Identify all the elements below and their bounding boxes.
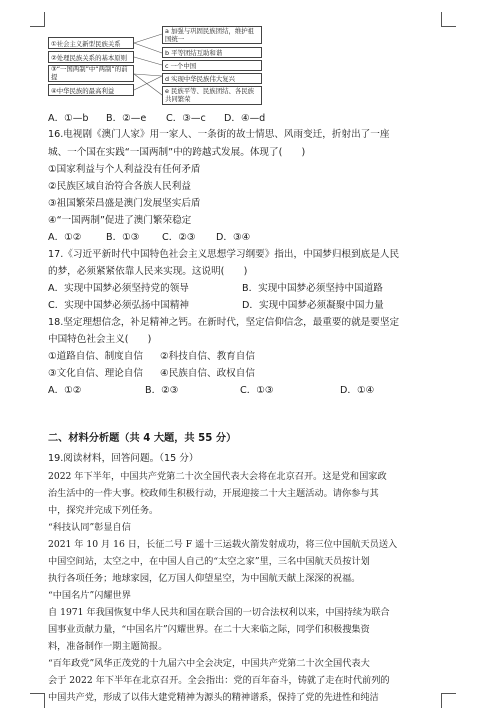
q19-subheading: “科技认同”彰显自信 <box>48 522 131 533</box>
q19-material-line: 料，准备制作一期主题简报。 <box>48 641 168 652</box>
q19-material-line: 治生活中的一件大事。校政师生积极行动，开展迎接二十大主题活动。请你参与其 <box>48 488 379 499</box>
q18-option-a: A．①② <box>48 385 82 396</box>
q19-title: 19.阅读材料，回答问题。（15 分） <box>48 453 199 464</box>
q16-option-a: A．①② <box>48 232 82 243</box>
q19-material-line: 会于 2022 年下半年在北京召开。全会指出：党的百年奋斗，铸就了走在时代前列的 <box>48 675 390 686</box>
q17-option-d: D．实现中国梦必须凝聚中国力量 <box>242 300 384 311</box>
match-right-item: b 平等团结互助和谐 <box>162 47 262 58</box>
section-heading: 二、材料分析题（共 4 大题，共 55 分） <box>48 433 237 444</box>
match-right-item: d 实现中华民族伟大复兴 <box>162 73 262 84</box>
q19-material-line: 2022 年下半年，中国共产党第二十次全国代表大会将在北京召开。这是党和国家政 <box>48 471 387 482</box>
q17-option-a: A．实现中国梦必须坚持党的领导 <box>48 283 189 294</box>
q17-stem: 的梦，必须紧紧依靠人民来实现。这说明( ) <box>48 266 248 277</box>
q16-stem: 城、一个国在实践“一国两制”中的跨越式发展。体现了( ) <box>48 147 306 158</box>
q17-option-b: B．实现中国梦必须坚持中国道路 <box>242 283 383 294</box>
crop-mark-bottom-right <box>441 693 456 708</box>
q19-material-line: 中，探究并完成下列任务。 <box>48 505 159 516</box>
q18-item: ③文化自信、理论自信 <box>48 368 143 379</box>
q16-item: ①国家利益与个人利益没有任何矛盾 <box>48 164 201 175</box>
q19-material-line: 中国空间站，太空之中，在中国人自己的“太空之家”里，三名中国航天员按计划 <box>48 556 370 567</box>
q16-option-c: C．②③ <box>162 232 196 243</box>
q19-material-line: 中国共产党，形成了以伟大建党精神为源头的精神谱系，保持了党的先进性和纯洁 <box>48 692 379 703</box>
q19-material-line: “百年政党”风华正茂党的十九届六中全会决定，中国共产党第二十次全国代表大 <box>48 658 370 669</box>
q19-material-line: 执行各项任务；地球家园，亿万国人仰望星空，为中国航天献上深深的祝福。 <box>48 573 361 584</box>
crop-mark-top-right <box>441 12 456 27</box>
match-left-item: ④中华民族的最高利益 <box>48 84 134 96</box>
q19-material-line: 国事业贡献力量，“中国名片”闪耀世界。在二十大来临之际，同学们积极搜集资 <box>48 624 370 635</box>
match-right-item: a 加强与巩固民族团结，维护祖国统一 <box>162 26 262 44</box>
q18-stem: 中国特色社会主义( ) <box>48 334 152 345</box>
matching-diagram <box>48 26 268 106</box>
match-left-item: ①社会主义新型民族关系 <box>48 37 134 49</box>
q16-item: ②民族区域自治符合各族人民利益 <box>48 181 191 192</box>
match-left-item: ②处理民族关系的基本原则 <box>48 51 134 63</box>
q15-option-d: D．④—d <box>224 113 266 124</box>
q15-option-b: B．②—e <box>106 113 147 124</box>
q18-option-d: D．①④ <box>340 385 375 396</box>
q17-option-c: C．实现中国梦必须弘扬中国精神 <box>48 300 190 311</box>
q19-material-line: 自 1971 年我国恢复中华人民共和国在联合国的一切合法权利以来，中国持续为联合 <box>48 607 390 618</box>
q18-option-c: C．①③ <box>240 385 274 396</box>
q18-item: ②科技自信、教育自信 <box>160 351 255 362</box>
q18-item: ④民族自信、政权自信 <box>160 368 255 379</box>
q18-option-b: B．②③ <box>145 385 179 396</box>
q18-item: ①道路自信、制度自信 <box>48 351 143 362</box>
q16-item: ④“一国两制”促进了澳门繁荣稳定 <box>48 215 192 226</box>
q19-material-line: 2021 年 10 月 16 日，长征二号 F 遥十三运载火箭发射成功，将三位中国航天员送入 <box>48 539 398 550</box>
crop-mark-bottom-left <box>30 693 45 708</box>
match-left-item: ③“一国两制”中“两制”的前提 <box>48 65 134 82</box>
match-right-item: c 一个中国 <box>162 60 262 71</box>
q16-item: ③祖国繁荣昌盛是澳门发展坚实后盾 <box>48 198 201 209</box>
q16-option-b: B．①③ <box>106 232 140 243</box>
q15-option-c: C．③—c <box>166 113 206 124</box>
q19-subheading: “中国名片”闪耀世界 <box>48 590 131 601</box>
q16-stem: 16.电视剧《澳门人家》用一家人、一条街的故士情思、风雨变迁，折射出了一座 <box>48 129 390 140</box>
q15-option-a: A．①—b <box>48 113 89 124</box>
q17-stem: 17.《习近平新时代中国特色社会主义思想学习纲要》指出，中国梦归根到底是人民 <box>48 249 400 260</box>
crop-mark-top-left <box>30 12 45 27</box>
q16-option-d: D．③④ <box>216 232 251 243</box>
match-right-item: e 民族平等、民族团结、各民族共同繁荣 <box>162 86 262 105</box>
q18-stem: 18.坚定理想信念，补足精神之钙。在新时代，坚定信仰信念，最重要的就是要坚定 <box>48 317 400 328</box>
